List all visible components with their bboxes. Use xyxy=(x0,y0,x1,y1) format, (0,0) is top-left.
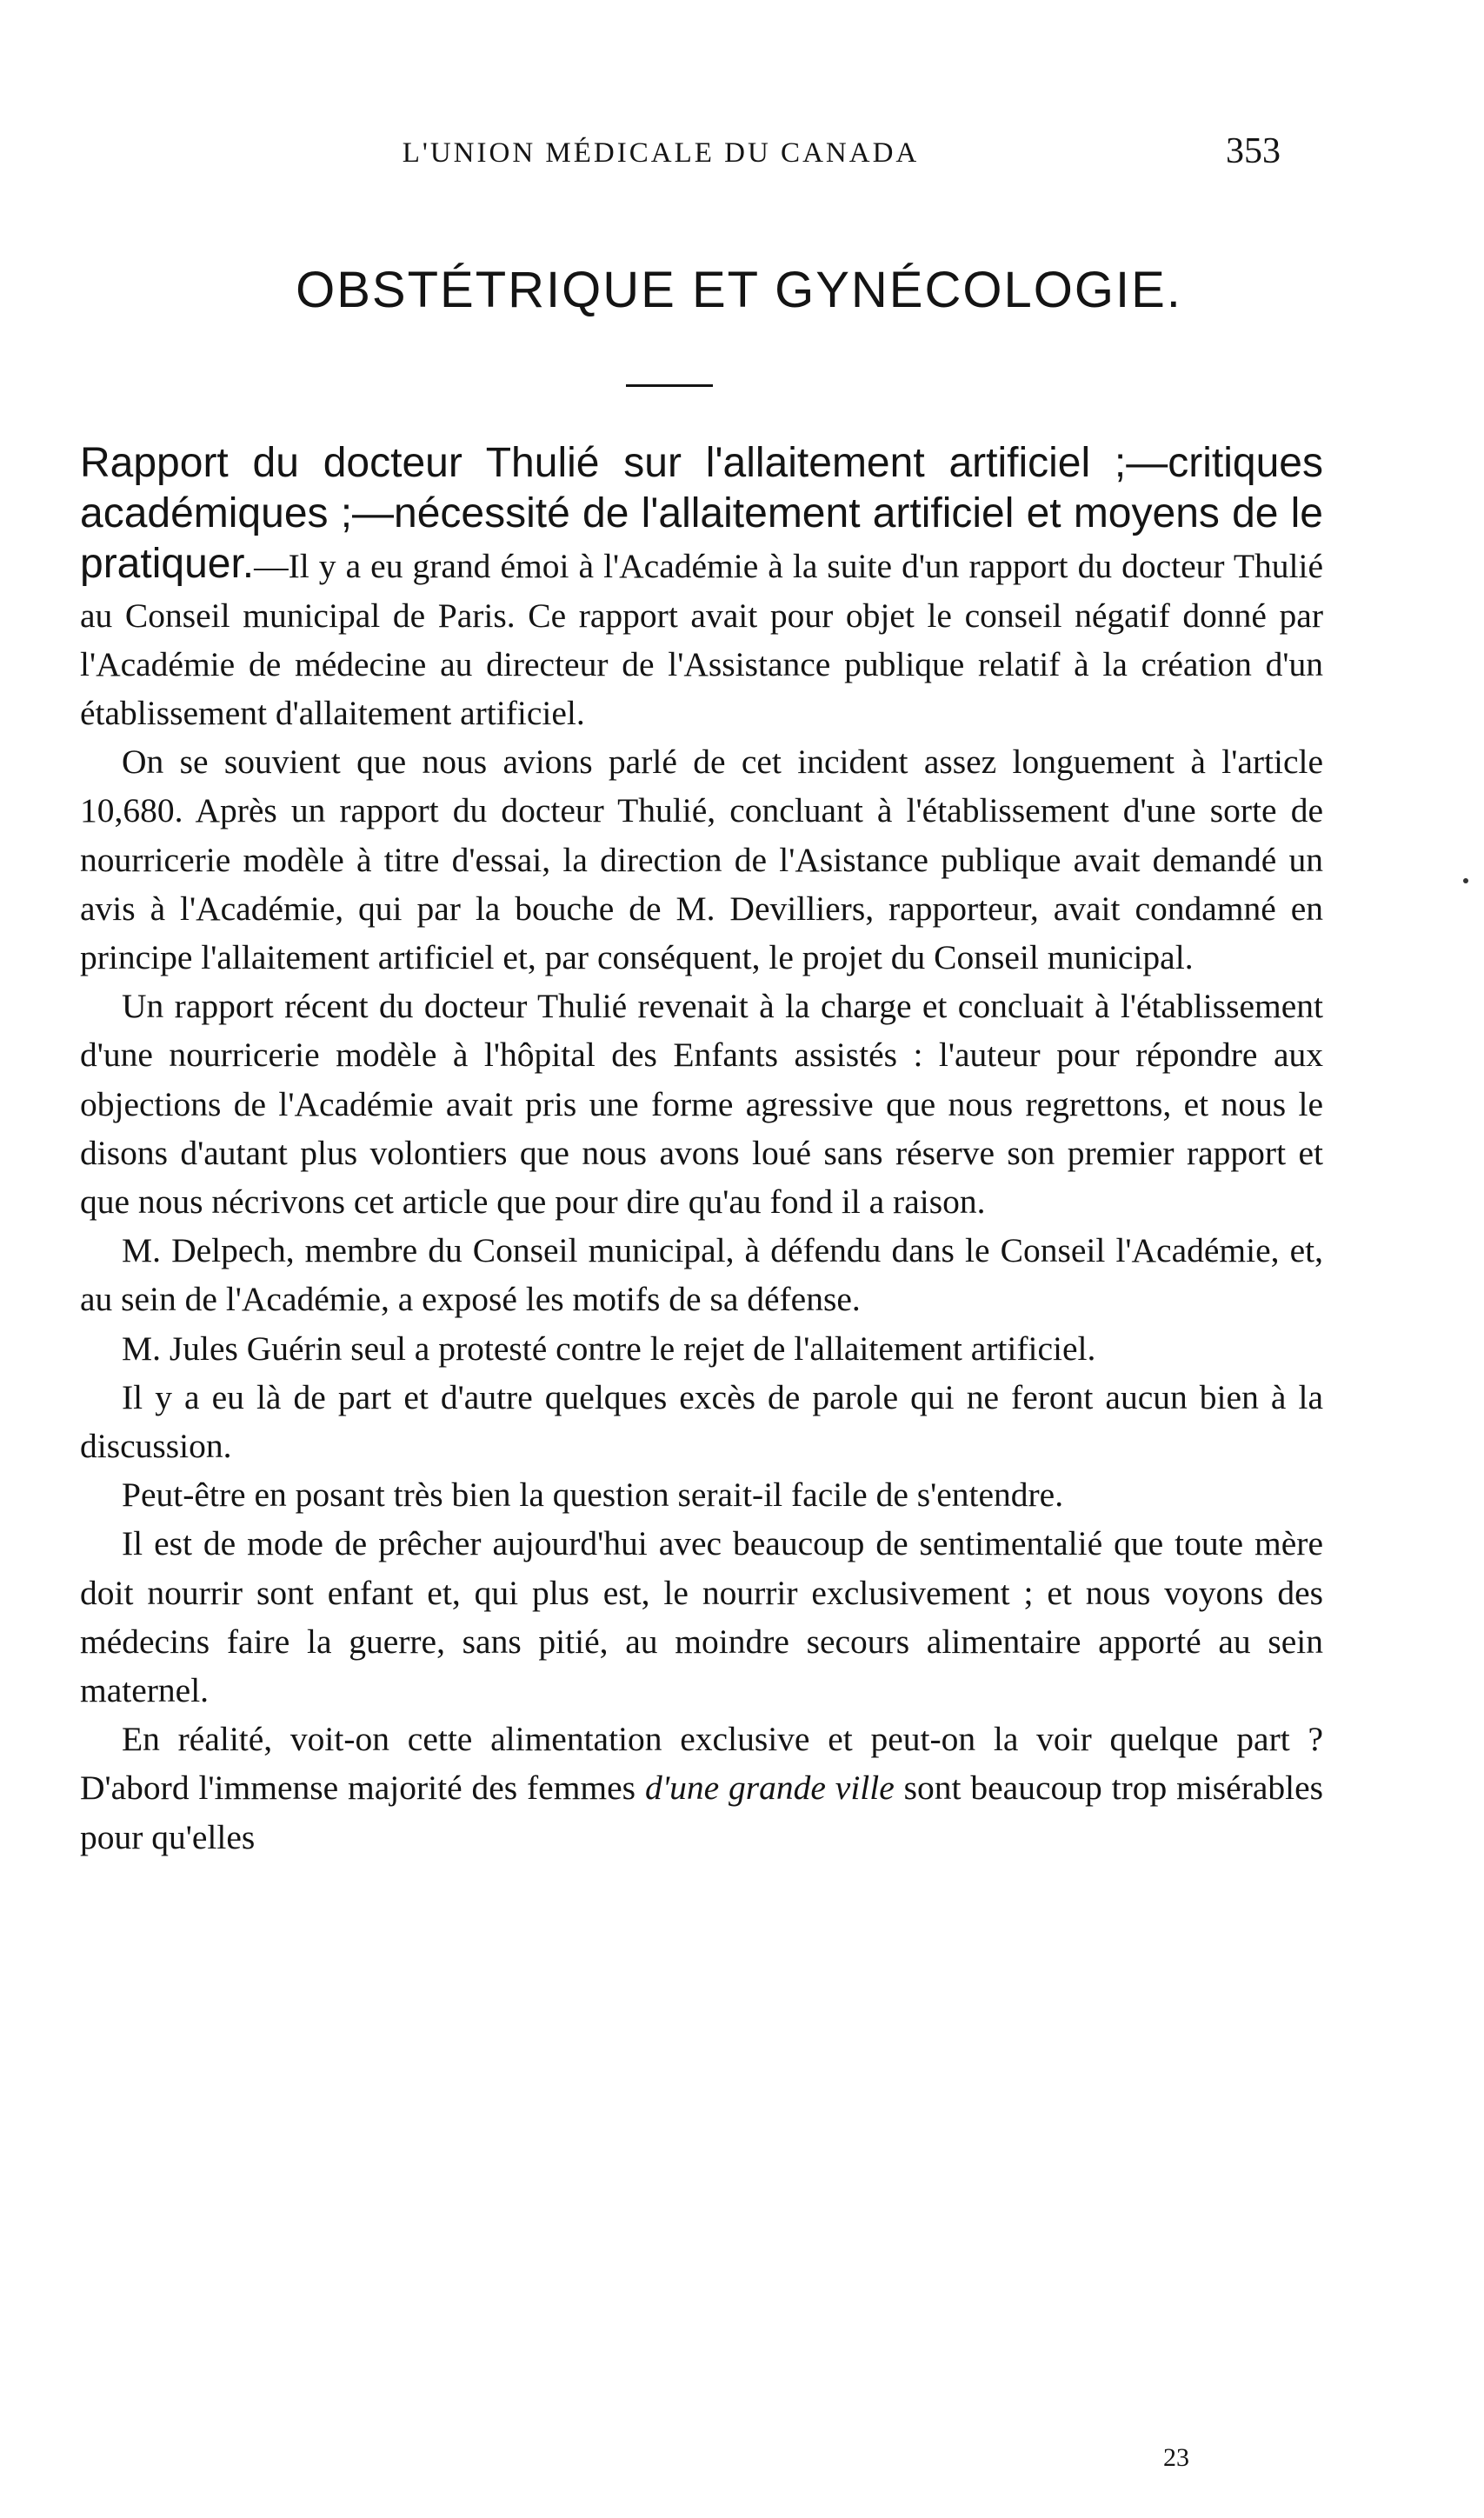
paragraph-9-end: sont beaucoup trop misérables pour qu'elles xyxy=(80,1769,1324,1856)
paragraph-1 xyxy=(80,439,1323,737)
section-title: OBSTÉTRIQUE ET GYNÉCOLOGIE. xyxy=(296,262,1182,318)
title-rule xyxy=(626,384,713,387)
paragraph-9-start: En réalité, voit-on cette alimentation exclusive et peut-on la voir quelque part ? D'abord l'immense majorité des femmes xyxy=(80,1720,1323,1808)
article-lead: Rapport du docteur Thulié sur l'allaitement artificiel ;—critiques académiques ;—nécessité de l'allaitement artificiel et moyens de le pratiquer. xyxy=(80,440,1323,588)
running-head: L'UNION MÉDICALE DU CANADA xyxy=(402,137,920,169)
paragraph-6: Il y a eu là de part et d'autre quelques excès de parole qui ne feront aucun bien à la discussion. xyxy=(80,1377,1323,1466)
paragraph-9 xyxy=(80,1715,1323,1862)
italic-phrase: d'une grande ville xyxy=(644,1769,895,1808)
signature-mark: 23 xyxy=(1163,2443,1189,2472)
page-number: 353 xyxy=(1226,131,1281,171)
article-body xyxy=(80,439,1323,1862)
paragraph-5: M. Jules Guérin seul a protesté contre le rejet de l'allaitement artificiel. xyxy=(122,1329,1096,1368)
paragraph-7: Peut-être en posant très bien la question serait-il facile de s'entendre. xyxy=(122,1475,1064,1515)
paragraph-2: On se souvient que nous avions parlé de cet incident assez longuement à l'article 10,680. Après un rapport du docteur Thulié, concluant à l'établissement d'une sorte de nourricerie modèle à titre d'essai, la direction de l'Asistance publique avait demandé un avis à l'Académie, qui par la bouche de M. Devilliers, rapporteur, avait condamné en principe l'allaitement artificiel et, par conséquent, le projet du Conseil municipal. xyxy=(80,743,1323,977)
paragraph-8: Il est de mode de prêcher aujourd'hui avec beaucoup de sentimentalié que toute mère doit nourrir sont enfant et, qui plus est, le nourrir exclusivement ; et nous voyons des médecins faire la guerre, sans pitié, au moindre secours alimentaire apporté au sein maternel. xyxy=(80,1524,1323,1710)
print-speck xyxy=(1463,878,1468,883)
paragraph-3: Un rapport récent du docteur Thulié revenait à la charge et concluait à l'établissement d'une nourricerie modèle à l'hôpital des Enfants assistés : l'auteur pour répondre aux objections de l'Académie avait pris une forme agressive que nous regrettons, et nous le disons d'autant plus volontiers que nous avons loué sans réserve son premier rapport et que nous nécrivons cet article que pour dire qu'au fond il a raison. xyxy=(80,987,1323,1222)
paragraph-4: M. Delpech, membre du Conseil municipal, à défendu dans le Conseil l'Académie, et, au sein de l'Académie, a exposé les motifs de sa défense. xyxy=(80,1231,1323,1319)
paragraph-1-text: —Il y a eu grand émoi à l'Académie à la suite d'un rapport du docteur Thulié au Conseil municipal de Paris. Ce rapport avait pour objet le conseil négatif donné par l'Académie de médecine au directeur de l'Assistance publique relatif à la création d'un établissement d'allaitement artificiel. xyxy=(80,547,1323,733)
